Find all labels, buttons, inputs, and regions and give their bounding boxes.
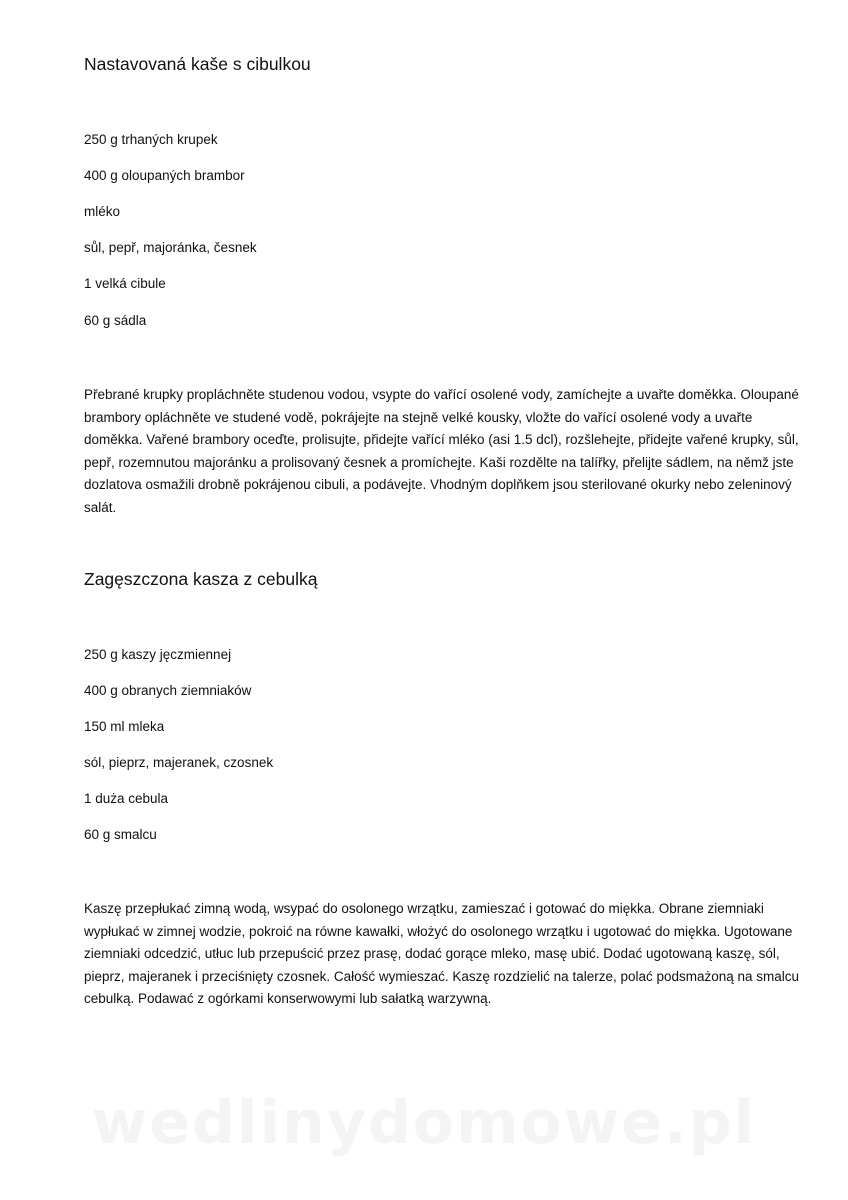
ingredient-cz-4: sůl, pepř, majoránka, česnek	[84, 240, 257, 255]
recipe-cz-title: Nastavovaná kaše s cibulkou	[84, 54, 311, 74]
ingredient-pl-2: 400 g obranych ziemniaków	[84, 683, 252, 698]
ingredient-cz-5: 1 velká cibule	[84, 276, 166, 291]
watermark: wedlinydomowe.pl	[91, 1088, 757, 1158]
ingredient-cz-6: 60 g sádla	[84, 313, 147, 328]
ingredient-pl-4: sól, pieprz, majeranek, czosnek	[84, 755, 274, 770]
ingredient-cz-1: 250 g trhaných krupek	[84, 132, 218, 147]
ingredient-pl-5: 1 duża cebula	[84, 791, 169, 806]
ingredient-pl-1: 250 g kaszy jęczmiennej	[84, 647, 232, 662]
ingredient-cz-2: 400 g oloupaných brambor	[84, 168, 245, 183]
recipe-pl-title: Zagęszczona kasza z cebulką	[84, 569, 318, 589]
ingredient-pl-6: 60 g smalcu	[84, 827, 157, 842]
recipe-cz-method: Přebrané krupky propláchněte studenou vodou, vsypte do vařící osolené vody, zamíchejte a uvařte doměkka. Oloupané brambory opláchněte ve studené vodě, pokrájejte na stejně velké kousky, vložte do vařící osolené vody a uvařte doměkka. Vařené brambory oceďte, prolisujte, přidejte vařící mléko (asi 1.5 dcl), rozšlehejte, přidejte vařené krupky, sůl, pepř, rozemnutou majoránku a prolisovaný česnek a promíchejte. Kaši rozdělte na talířky, přelijte sádlem, na němž jste dozlatova osmažili drobně pokrájenou cibuli, a podávejte. Vhodným doplňkem jsou sterilované okurky nebo zeleninový salát.	[84, 387, 799, 515]
ingredient-cz-3: mléko	[84, 204, 121, 219]
recipe-pl-method: Kaszę przepłukać zimną wodą, wsypać do osolonego wrzątku, zamieszać i gotować do miękka. Obrane ziemniaki wypłukać w zimnej wodzie, pokroić na równe kawałki, włożyć do osolonego wrzątku i ugotować do miękka. Ugotowane ziemniaki odcedzić, utłuc lub przepuścić przez prasę, dodać gorące mleko, masę ubić. Dodać ugotowaną kaszę, sól, pieprz, majeranek i przeciśnięty czosnek. Całość wymieszać. Kaszę rozdzielić na talerze, polać podsmażoną na smalcu cebulką. Podawać z ogórkami konserwowymi lub sałatką warzywną.	[84, 901, 800, 1007]
ingredient-pl-3: 150 ml mleka	[84, 719, 165, 734]
